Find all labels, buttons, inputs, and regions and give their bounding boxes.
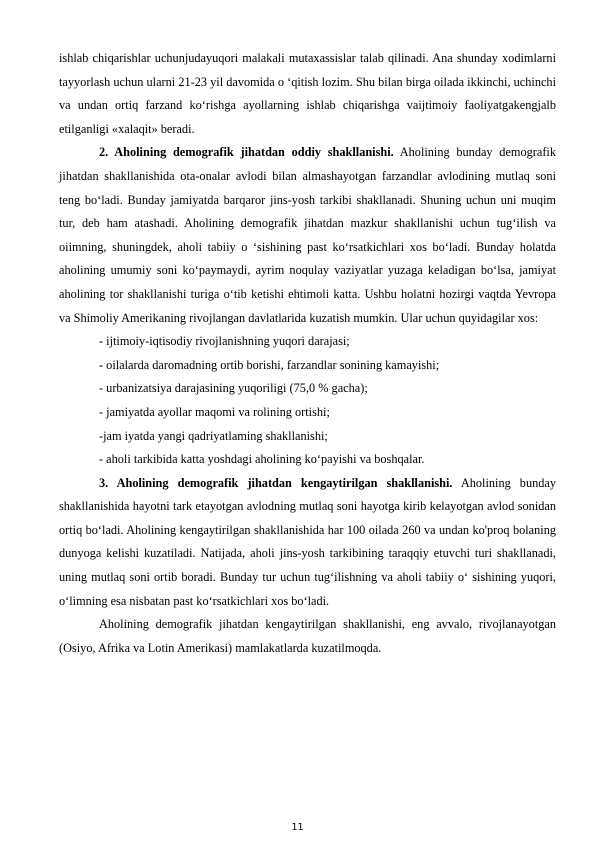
page-number: 11: [291, 822, 304, 833]
paragraph-expanded-reproduction: [59, 472, 556, 614]
list-item: -jam iyatda yangi qadriyatlaming shakllanishi;: [99, 428, 328, 443]
list-item: - aholi tarkibida katta yoshdagi aholining ko‘payishi va boshqalar.: [99, 452, 425, 467]
paragraph-simple-reproduction: [59, 141, 556, 330]
list-item: - ijtimoiy-iqtisodiy rivojlanishning yuqori darajasi;: [99, 334, 350, 349]
section-heading-3: 3. Aholining demografik jihatdan kengaytirilgan shakllanishi.: [99, 475, 453, 490]
paragraph-expanded-reproduction-text: Aholining bunday shakllanishida hayotni tark etayotgan avlodning mutlaq soni hayotga kirib kelayotgan avlod sonidan ortiq bo‘ladi. Aholining kengaytirilgan shakllanishida har 100 oilada 260 va undan ko'proq bolaning dunyoga kelishi kuzatiladi. Natijada, aholi jins-yosh tarkibining taraqqiy etuvchi turi shakllanadi, uning mutlaq soni ortib boradi. Bunday tur uchun tug‘ilishning va aholi tabiiy o‘ sishining yuqori, o‘limning esa nisbatan past ko‘rsatkichlari xos bo‘ladi.: [59, 475, 556, 608]
paragraph-intro: [59, 47, 556, 141]
paragraph-intro-text: ishlab chiqarishlar uchunjudayuqori malakali mutaxassislar talab qilinadi. Ana shunday xodimlarni tayyorlash uchun ularni 21-23 yil davomida o ‘qitish lozim. Shu bilan birga oilada ikkinchi, uchinchi va undan ortiq farzand ko‘rishga ayollarning ishlab chiqarishga vaijtimoiy faoliyatgakengjalb etilganligi «xalaqit» beradi.: [59, 51, 556, 136]
list-item: - jamiyatda ayollar maqomi va rolining ortishi;: [99, 404, 330, 419]
paragraph-simple-reproduction-text: Aholining bunday demografik jihatdan shakllanishida ota-onalar avlodi bilan almashayotgan farzandlar avlodining mutlaq soni teng bo‘ladi. Bunday jamiyatda barqaror jins-yosh tarkibi shakllanadi. Shuning uchun uni muqim tur, deb ham atashadi. Aholining demografik jihatdan mazkur shakllanishi uchun tug‘ilish va oiimning, shuningdek, aholi tabiiy o ‘sishining past ko‘rsatkichlari xos bo‘ladi. Bunday holatda aholining umumiy soni ko‘paymaydi, ayrim noqulay vaziyatlar yuzaga keladigan bo‘lsa, jamiyat aholining tor shakllanishi turiga o‘tib ketishi ehtimoli katta. Ushbu holatni hozirgi vaqtda Yevropa va Shimoliy Amerikaning rivojlangan davlatlarida kuzatish mumkin. Ular uchun quyidagilar xos:: [59, 145, 556, 325]
list-item: - urbanizatsiya darajasining yuqoriligi (75,0 % gacha);: [99, 381, 368, 396]
paragraph-developing-countries: [59, 613, 556, 660]
list-item: - oilalarda daromadning ortib borishi, farzandlar sonining kamayishi;: [99, 357, 440, 372]
body-text: [59, 47, 556, 660]
section-heading-2: 2. Aholining demografik jihatdan oddiy shakllanishi.: [99, 145, 394, 160]
paragraph-developing-countries-text: Aholining demografik jihatdan kengaytirilgan shakllanishi, eng avvalo, rivojlanayotgan (Osiyo, Afrika va Lotin Amerikasi) mamlakatlarda kuzatilmoqda.: [59, 617, 556, 655]
